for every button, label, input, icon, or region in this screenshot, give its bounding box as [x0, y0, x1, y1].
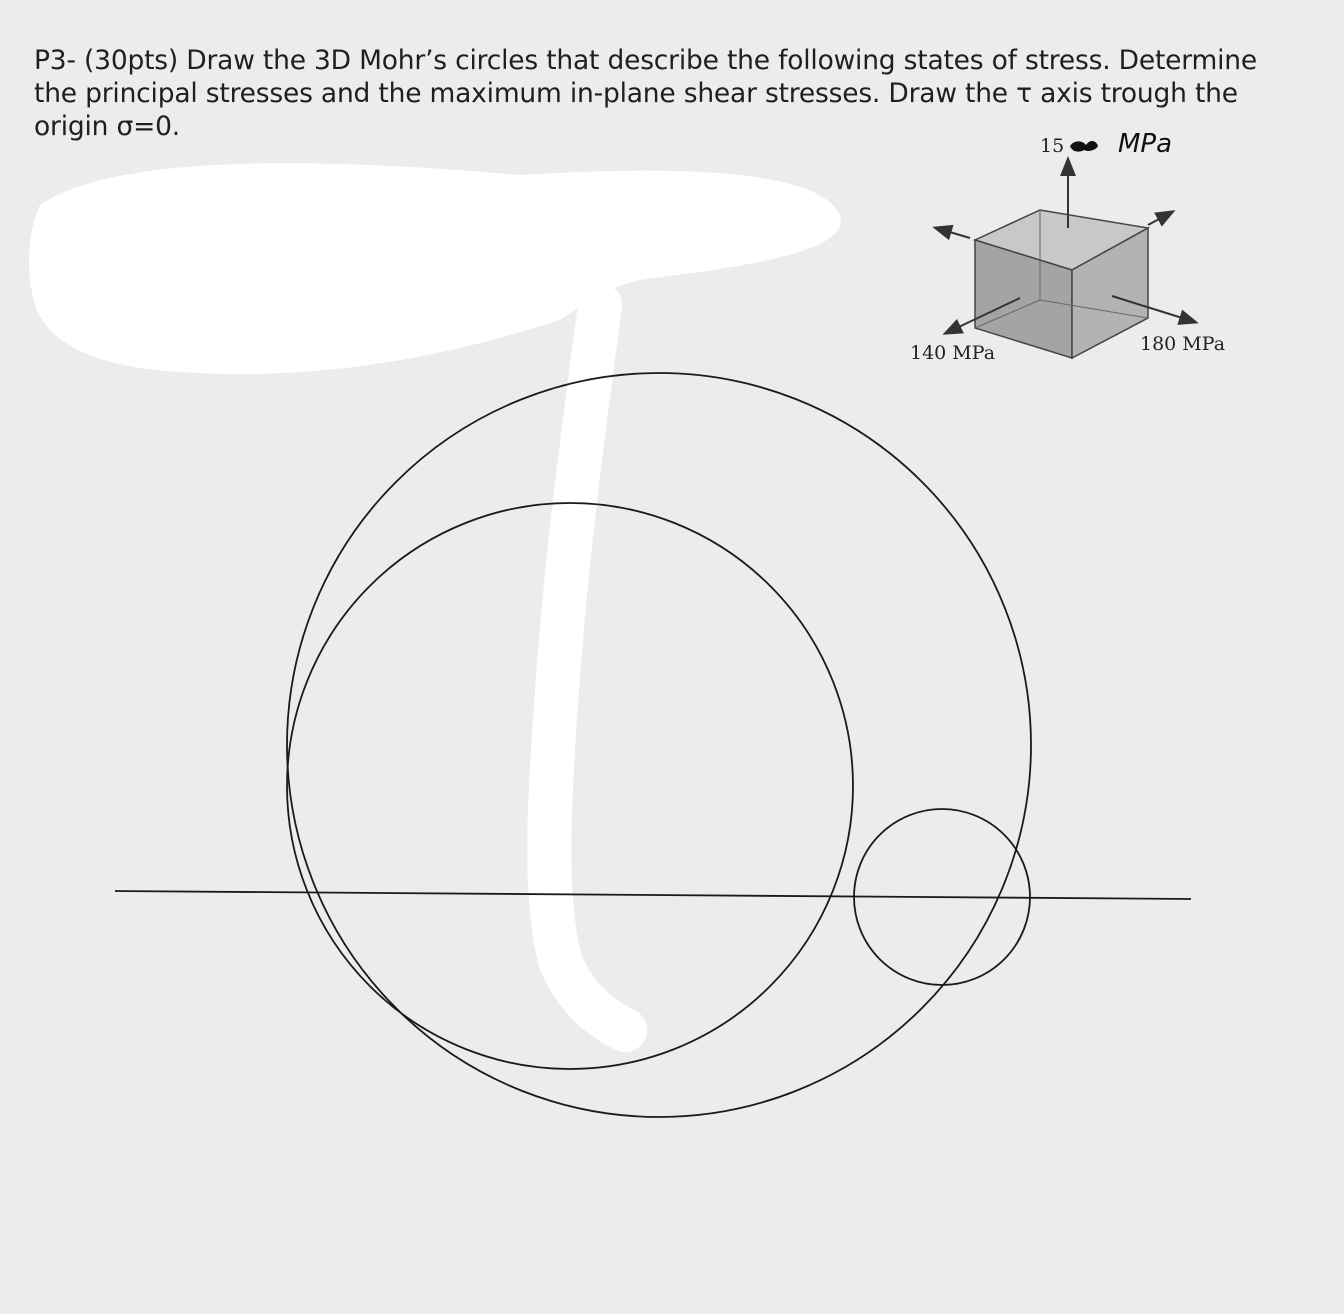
mohr-circle-medium	[287, 503, 853, 1069]
mohr-circle-large	[287, 373, 1031, 1117]
problem-line-3: origin σ=0.	[34, 111, 180, 142]
problem-line-2: the principal stresses and the maximum in-plane shear stresses. Draw the τ axis trough the	[34, 78, 1238, 109]
right-stress-label: 180 MPa	[1140, 333, 1226, 355]
top-stress-value: 15	[1040, 135, 1065, 157]
handwritten-unit: MPa	[1118, 129, 1173, 159]
left-stress-label: 140 MPa	[910, 342, 996, 364]
problem-line-1: P3- (30pts) Draw the 3D Mohr’s circles that describe the following states of stress. Determine	[34, 45, 1257, 76]
